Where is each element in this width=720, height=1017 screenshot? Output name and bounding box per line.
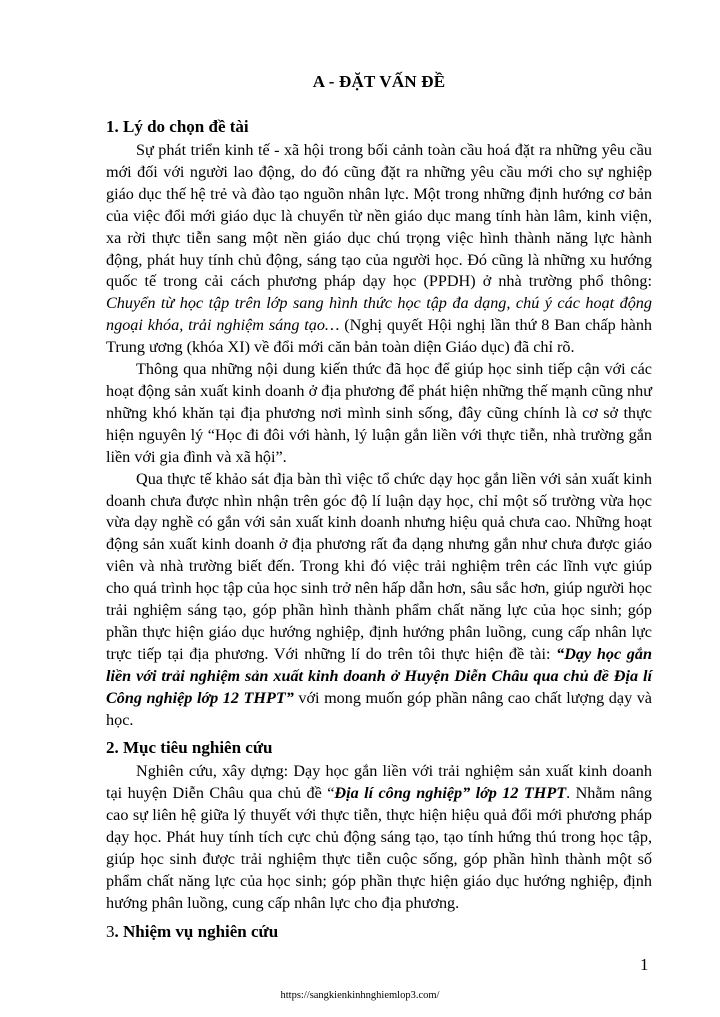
paragraph-2-1: Nghiên cứu, xây dựng: Dạy học gắn liền với trải nghiệm sản xuất kinh doanh tại huyện Diễn Châu qua chủ đề “Địa lí công nghiệp” lớp 12 THPT. Nhằm nâng cao sự liên hệ giữa lý thuyết với thực tiễn, thực hiện hiệu quả đổi mới phương pháp dạy học. Phát huy tính tích cực chủ động sáng tạo, tạo tính hứng thú trong học tập, giúp học sinh được trải nghiệm thực tiễn cuộc sống, góp phần hình thành một số phẩm chất năng lực của học sinh; góp phần thực hiện giáo dục hướng nghiệp, định hướng phân luồng, cung cấp nhân lực cho địa phương. [106,762,652,912]
section-heading-3: 3. Nhiệm vụ nghiên cứu [106,921,279,941]
footer-url: https://sangkienkinhnghiemlop3.com/ [280,990,440,1001]
page-title: A - ĐẶT VẤN ĐỀ [312,72,446,91]
paragraph-1-3: Qua thực tế khảo sát địa bàn thì việc tổ chức dạy học gắn liền với sản xuất kinh doanh chưa được nhìn nhận trên góc độ lí luận dạy học, chỉ một số trường vừa học vừa dạy nghề có gắn với sản xuất kinh doanh nhưng hiệu quả chưa cao. Những hoạt động sản xuất kinh doanh ở địa phương rất đa dạng nhưng gắn như chưa được giáo viên và nhà trường biết đến. Trong khi đó việc trải nghiệm trên các lĩnh vực giúp cho quá trình học tập của học sinh trở nên hấp dẫn hơn, sâu sắc hơn, giúp người học trải nghiệm sáng tạo, góp phần hình thành phẩm chất năng lực của học sinh; góp phần thực hiện giáo dục hướng nghiệp, định hướng phân luồng, cung cấp nhân lực trực tiếp tại địa phương. Với những lí do trên tôi thực hiện đề tài: “Dạy học gắn liền với trải nghiệm sản xuất kinh doanh ở Huyện Diễn Châu qua chủ đề Địa lí Công nghiệp lớp 12 THPT” với mong muốn góp phần nâng cao chất lượng dạy và học. [106,469,652,729]
page-content [106,72,652,945]
thesis-title: “Dạy học gắn liền với trải nghiệm sản xuất kinh doanh ở Huyện Diễn Châu qua chủ đề Địa lí Công nghiệp lớp 12 THPT” [106,644,652,707]
paragraph-1-1-italic: Chuyển từ học tập trên lớp sang hình thức học tập đa dạng, chú ý các hoạt động ngoại khóa, trải nghiệm sáng tạo… [106,294,652,335]
page-number: 1 [640,955,649,974]
section-heading-1: 1. Lý do chọn đề tài [106,117,249,136]
paragraph-1-2: Thông qua những nội dung kiến thức đã học để giúp học sinh tiếp cận với các hoạt động sản xuất kinh doanh ở địa phương để phát hiện những thế mạnh cũng như những khó khăn tại địa phương nơi mình sinh sống, đây cũng chính là cơ sở thực hiện nguyên lý “Học đi đôi với hành, lý luận gắn liền với thực tiễn, nhà trường gắn liền với gia đình và xã hội”. [106,360,652,466]
section-heading-2: 2. Mục tiêu nghiên cứu [106,738,273,758]
paragraph-1-1: Sự phát triển kinh tế - xã hội trong bối cảnh toàn cầu hoá đặt ra những yêu cầu mới đối với người lao động, do đó cũng đặt ra những yêu cầu mới cho sự nghiệp giáo dục thế hệ trẻ và đào tạo nguồn nhân lực. Một trong những định hướng cơ bản của việc đổi mới giáo dục là chuyển từ nền giáo dục mang tính hàn lâm, kinh viện, xa rời thực tiễn sang một nền giáo dục chú trọng việc hình thành năng lực hành động, phát huy tính chủ động, sáng tạo của người học. Đó cũng là những xu hướng quốc tế trong cải cách phương pháp dạy học (PPDH) ở nhà trường phổ thông: Chuyển từ học tập trên lớp sang hình thức học tập đa dạng, chú ý các hoạt động ngoại khóa, trải nghiệm sáng tạo… (Nghị quyết Hội nghị lần thứ 8 Ban chấp hành Trung ương (khóa XI) về đổi mới căn bản toàn diện Giáo dục) đã chỉ rõ. [106,141,653,357]
topic-name: Địa lí công nghiệp” lớp 12 THPT [334,784,567,803]
